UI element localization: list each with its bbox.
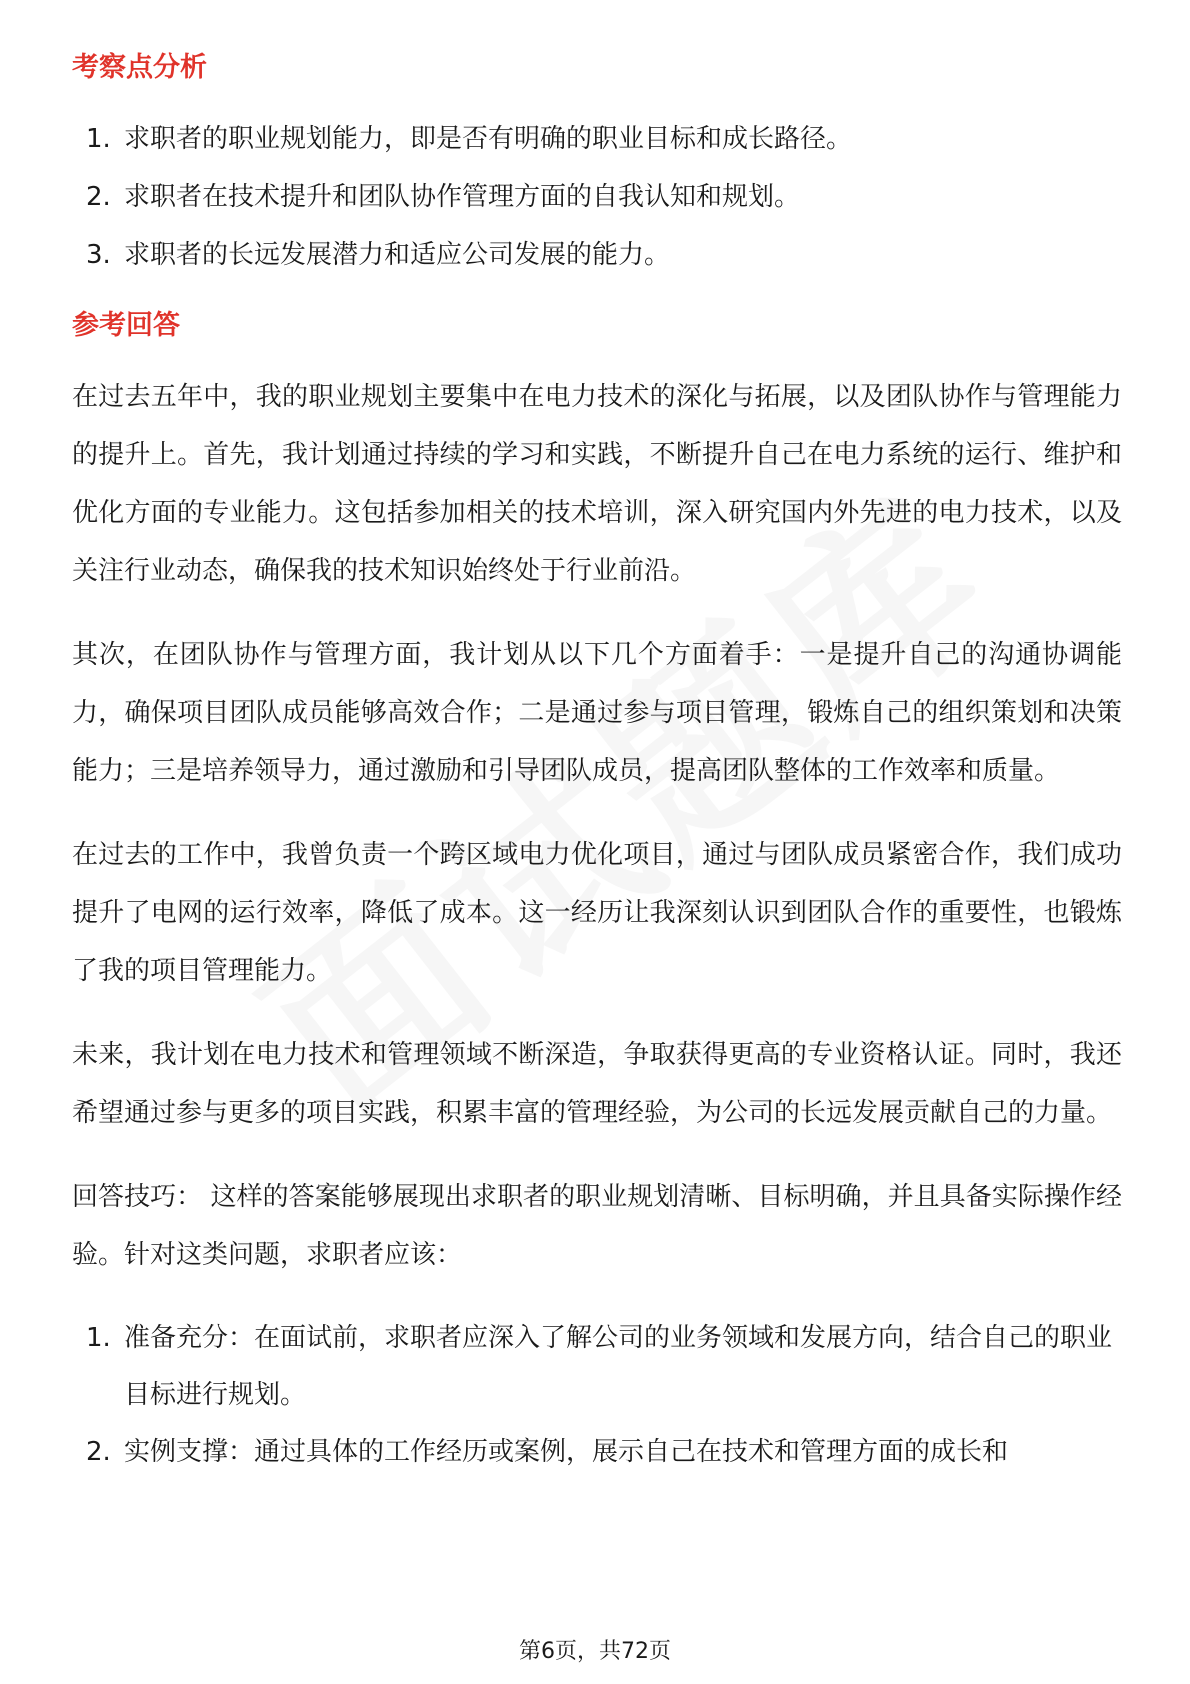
list-item-text: 求职者的职业规划能力，即是否有明确的职业目标和成长路径。 bbox=[124, 124, 853, 154]
list-item-text: 实例支撑：通过具体的工作经历或案例，展示自己在技术和管理方面的成长和 bbox=[124, 1437, 1009, 1467]
list-item-text: 求职者的长远发展潜力和适应公司发展的能力。 bbox=[124, 240, 671, 270]
tips-intro-paragraph: 回答技巧： 这样的答案能够展现出求职者的职业规划清晰、目标明确，并且具备实际操作经验。针对这类问题，求职者应该： bbox=[72, 1182, 1122, 1270]
list-item bbox=[72, 110, 1122, 168]
list-number: 2. bbox=[86, 182, 111, 212]
tips-list bbox=[72, 1310, 1122, 1481]
list-number: 1. bbox=[86, 1323, 111, 1353]
list-item bbox=[72, 1310, 1122, 1424]
page-content bbox=[72, 48, 1122, 1481]
list-number: 3. bbox=[86, 240, 111, 270]
section-title-analysis: 考察点分析 bbox=[72, 52, 207, 83]
list-item bbox=[72, 1424, 1122, 1481]
section-title-answer: 参考回答 bbox=[72, 310, 180, 341]
list-item bbox=[72, 168, 1122, 226]
list-item-text: 求职者在技术提升和团队协作管理方面的自我认知和规划。 bbox=[124, 182, 801, 212]
answer-paragraph: 其次，在团队协作与管理方面，我计划从以下几个方面着手：一是提升自己的沟通协调能力，确保项目团队成员能够高效合作；二是通过参与项目管理，锻炼自己的组织策划和决策能力；三是培养领导力，通过激励和引导团队成员，提高团队整体的工作效率和质量。 bbox=[72, 640, 1122, 786]
answer-paragraph: 在过去五年中，我的职业规划主要集中在电力技术的深化与拓展，以及团队协作与管理能力的提升上。首先，我计划通过持续的学习和实践，不断提升自己在电力系统的运行、维护和优化方面的专业能力。这包括参加相关的技术培训，深入研究国内外先进的电力技术，以及关注行业动态，确保我的技术知识始终处于行业前沿。 bbox=[72, 382, 1122, 586]
answer-paragraph: 未来，我计划在电力技术和管理领域不断深造，争取获得更高的专业资格认证。同时，我还希望通过参与更多的项目实践，积累丰富的管理经验，为公司的长远发展贡献自己的力量。 bbox=[72, 1040, 1122, 1128]
page-footer: 第6页，共72页 bbox=[519, 1639, 671, 1664]
list-number: 1. bbox=[86, 124, 111, 154]
list-number: 2. bbox=[86, 1437, 111, 1467]
list-item-text: 准备充分：在面试前，求职者应深入了解公司的业务领域和发展方向，结合自己的职业目标进行规划。 bbox=[124, 1323, 1113, 1410]
list-item bbox=[72, 226, 1122, 284]
analysis-list bbox=[72, 110, 1122, 284]
answer-paragraph: 在过去的工作中，我曾负责一个跨区域电力优化项目，通过与团队成员紧密合作，我们成功提升了电网的运行效率，降低了成本。这一经历让我深刻认识到团队合作的重要性，也锻炼了我的项目管理能力。 bbox=[72, 840, 1122, 986]
